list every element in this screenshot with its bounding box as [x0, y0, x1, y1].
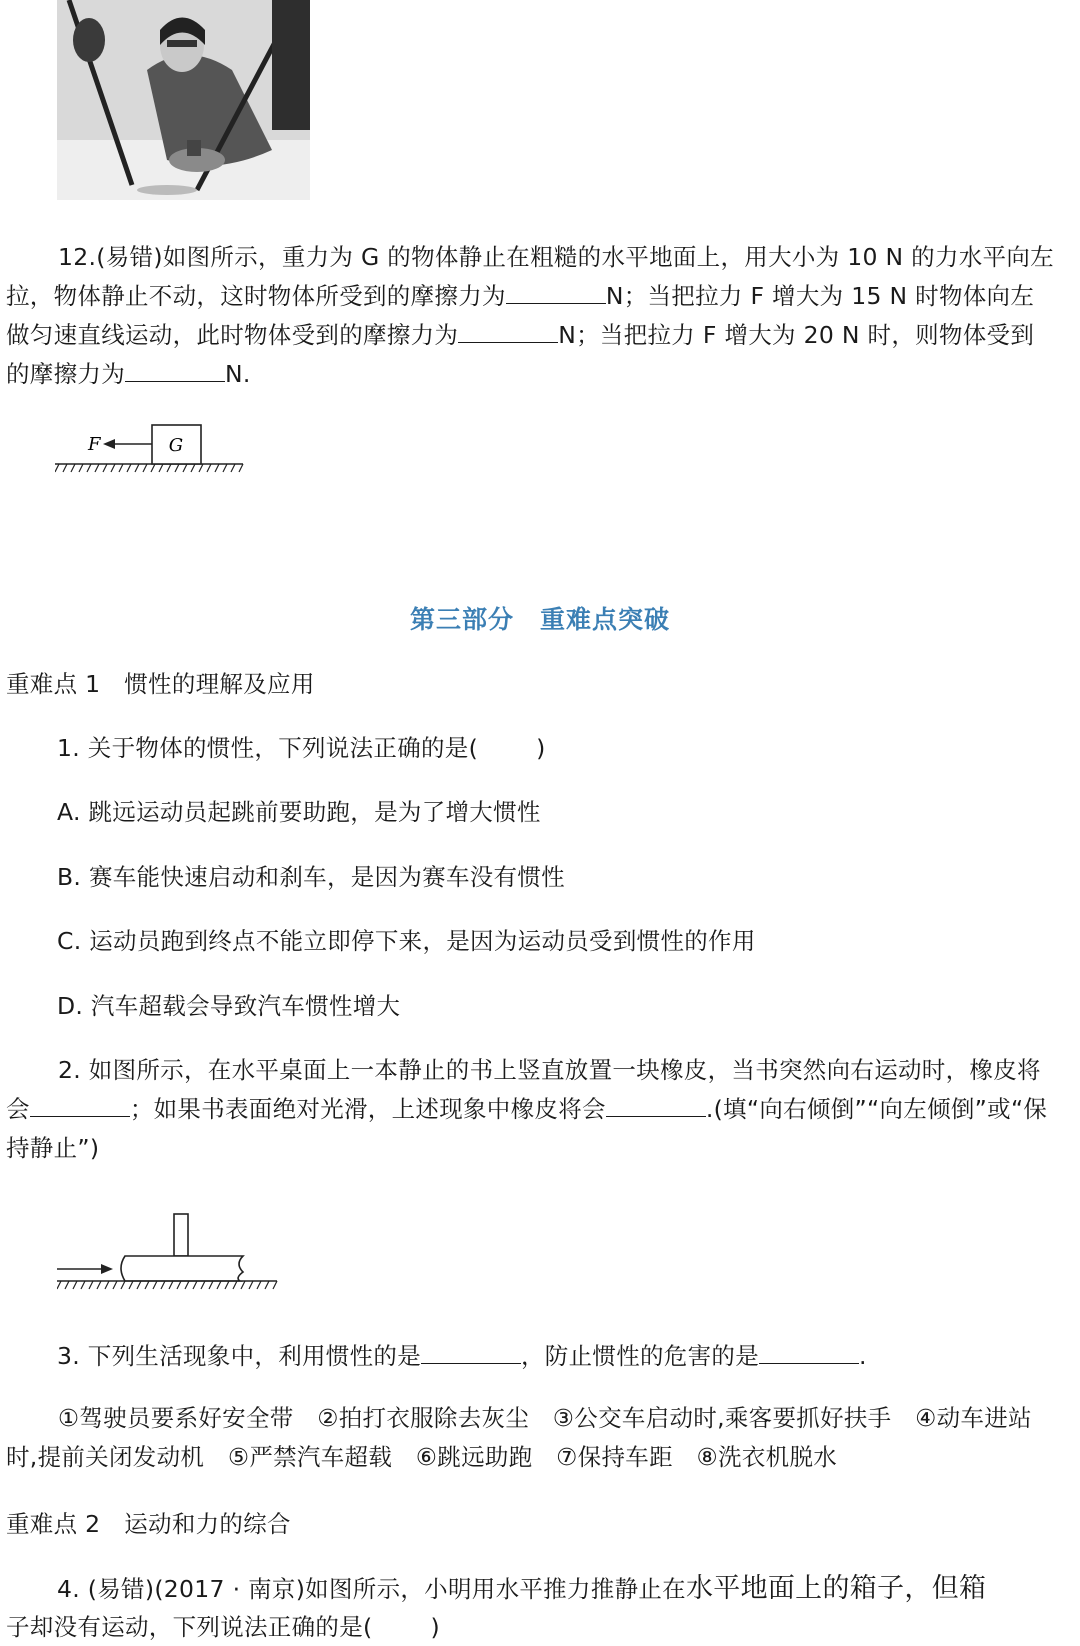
- block-label-g: G: [168, 435, 184, 456]
- option-d[interactable]: D. 汽车超载会导致汽车惯性增大: [57, 992, 401, 1020]
- table-hatching: [57, 1281, 277, 1289]
- question-tag: (易错): [96, 243, 163, 271]
- question-text: ；如果书表面绝对光滑，上述现象中橡皮将会: [129, 1095, 606, 1123]
- answer-blank[interactable]: [421, 1344, 521, 1364]
- curling-photo: [57, 0, 310, 200]
- answer-blank[interactable]: [30, 1097, 130, 1117]
- answer-blank[interactable]: [506, 284, 606, 304]
- question-text: N；当把拉力 F 增大为 15 N 时物体向左做匀速直线运动，此时物体受到的摩擦力为: [6, 282, 1035, 349]
- book-eraser-diagram: [57, 1208, 287, 1300]
- question-text: 3. 下列生活现象中，利用惯性的是: [57, 1342, 421, 1370]
- question-text: ，防止惯性的危害的是: [521, 1342, 759, 1370]
- question-text: ): [430, 1613, 440, 1641]
- question-text: 1. 关于物体的惯性，下列说法正确的是(: [57, 734, 479, 762]
- question-text: .(填“向右倾倒”“向左倾倒”或“保持静止”): [6, 1095, 1048, 1162]
- question-text: 4. (易错)(2017 · 南京)如图所示，小明用水平推力推静止在: [57, 1575, 686, 1603]
- question-number: 12.: [58, 243, 97, 271]
- question-3-items: [6, 1399, 1054, 1477]
- book: [121, 1256, 243, 1281]
- question-3-stem: [57, 1340, 867, 1372]
- option-c[interactable]: C. 运动员跑到终点不能立即停下来，是因为运动员受到惯性的作用: [57, 927, 756, 955]
- section-title: 第三部分 重难点突破: [409, 605, 670, 634]
- question-1-stem: [57, 732, 546, 764]
- question-text: 子却没有运动，下列说法正确的是(: [6, 1613, 373, 1641]
- answer-blank[interactable]: [458, 323, 558, 343]
- question-text: ①驾驶员要系好安全带 ②拍打衣服除去灰尘 ③公交车启动时,乘客要抓好扶手 ④动车进站时,提前关闭发动机 ⑤严禁汽车超载 ⑥跳远助跑 ⑦保持车距 ⑧洗衣机脱水: [6, 1404, 1032, 1471]
- curling-photo-illustration: [57, 0, 310, 200]
- question-text: N；当把拉力 F 增大为 20 N 时，则物体受到的摩擦力为: [6, 321, 1035, 388]
- force-arrowhead: [103, 439, 115, 449]
- question-text-overlay: 水平地面上的箱子，但箱: [685, 1573, 987, 1604]
- question-text: .: [859, 1342, 867, 1370]
- force-diagram: [55, 420, 255, 486]
- ground-hatching: [55, 464, 243, 472]
- answer-blank[interactable]: [125, 362, 225, 382]
- question-4-line2: [6, 1611, 440, 1643]
- option-a[interactable]: A. 跳远运动员起跳前要助跑，是为了增大惯性: [57, 798, 541, 826]
- force-diagram-svg: [55, 420, 255, 482]
- option-b[interactable]: B. 赛车能快速启动和刹车，是因为赛车没有惯性: [57, 863, 565, 891]
- question-text: ): [536, 734, 546, 762]
- question-4-line1: [57, 1573, 986, 1605]
- book-eraser-diagram-svg: [57, 1208, 287, 1296]
- question-12: [6, 238, 1054, 394]
- topic-heading: 重难点 2 运动和力的综合: [6, 1510, 291, 1538]
- answer-blank[interactable]: [606, 1097, 706, 1117]
- answer-blank[interactable]: [759, 1344, 859, 1364]
- question-text: 2. 如图所示，在水平桌面上一本静止的书上竖直放置一块橡皮，当书突然向右运动时，橡皮将会: [6, 1056, 1041, 1123]
- force-label-f: F: [88, 434, 101, 455]
- question-text: 如图所示，重力为 G 的物体静止在粗糙的水平地面上，用大小为 10 N 的力水平向左拉，物体静止不动，这时物体所受到的摩擦力为: [6, 243, 1054, 310]
- topic-heading: 重难点 1 惯性的理解及应用: [6, 670, 315, 698]
- question-text: N.: [225, 360, 251, 388]
- question-2: [6, 1051, 1054, 1168]
- motion-arrowhead: [101, 1264, 113, 1274]
- eraser: [174, 1214, 188, 1256]
